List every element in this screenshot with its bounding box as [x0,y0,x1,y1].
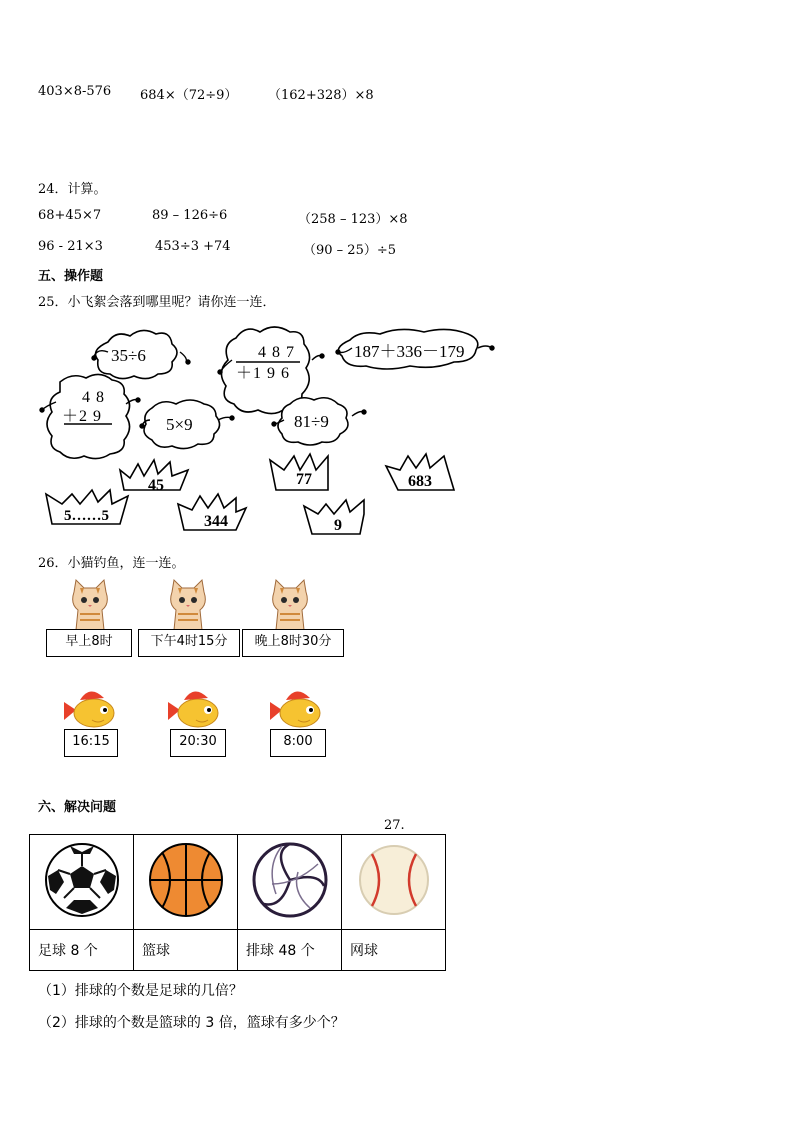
ball-caption: 排球 48 个 [238,930,342,971]
ball-caption: 篮球 [134,930,238,971]
grass-text: 77 [296,471,312,488]
cloud-text: 187＋336－179 [354,342,465,361]
fish-icon [62,686,118,730]
soccer-ball-icon [44,842,120,918]
q24-expr: 96 - 21×3 [38,239,103,254]
cat-icon [66,578,114,630]
table-cell [30,835,134,930]
table-cell [342,835,446,930]
table-cell [238,835,342,930]
cloud-text: ＋2 9 [62,408,103,425]
question-number: 27. [384,818,405,833]
fish-time-label: 20:30 [170,729,226,757]
cat-time-label: 下午4时15分 [138,629,240,657]
section-heading: 五、操作题 [38,269,104,284]
cloud-text: 35÷6 [111,346,146,365]
ball-caption: 网球 [342,930,446,971]
grass-text: 683 [408,473,432,490]
fish-time-label: 16:15 [64,729,118,757]
q24-expr: 68+45×7 [38,208,102,223]
q23-expr-3: （162+328）×8 [268,88,374,103]
basketball-icon [148,842,224,918]
grass-text: 45 [148,477,164,494]
volleyball-icon [252,842,328,918]
grass-text: 344 [204,513,228,530]
cloud-text: 4 8 7 [258,344,295,361]
cloud-text: ＋1 9 6 [236,365,291,382]
cat-time-label: 晚上8时30分 [242,629,344,657]
q24-title: 24．计算。 [38,182,107,197]
cloud-text: 4 8 [82,389,105,406]
baseball-icon [356,842,432,918]
q24-expr: 453÷3 +74 [155,239,231,254]
fish-time-label: 8:00 [270,729,326,757]
grass-text: 5……5 [64,508,109,524]
section-heading: 六、解决问题 [38,800,117,815]
balls-table [29,834,446,971]
q23-expr-2: 684×（72÷9） [140,88,238,103]
q24-expr: （258 – 123）×8 [298,212,408,227]
q24-expr: （90 – 25）÷5 [303,243,397,258]
table-cell [134,835,238,930]
cat-time-label: 早上8时 [46,629,132,657]
q25-title: 25．小飞絮会落到哪里呢？请你连一连． [38,295,276,310]
q27-subquestion-2: （2）排球的个数是篮球的 3 倍，篮球有多少个？ [38,1015,345,1031]
grass-text: 9 [334,517,342,534]
cloud-text: 5×9 [166,415,193,434]
fish-icon [268,686,324,730]
q27-subquestion-1: （1）排球的个数是足球的几倍？ [38,983,243,999]
q24-expr: 89 – 126÷6 [152,208,228,223]
fish-icon [166,686,222,730]
q26-title: 26．小猫钓鱼，连一连。 [38,556,185,571]
cat-icon [266,578,314,630]
ball-caption: 足球 8 个 [30,930,134,971]
cloud-text: 81÷9 [294,412,329,431]
cat-icon [164,578,212,630]
q23-expr-1: 403×8-576 [38,84,112,99]
q25-matching-figure [0,320,794,545]
